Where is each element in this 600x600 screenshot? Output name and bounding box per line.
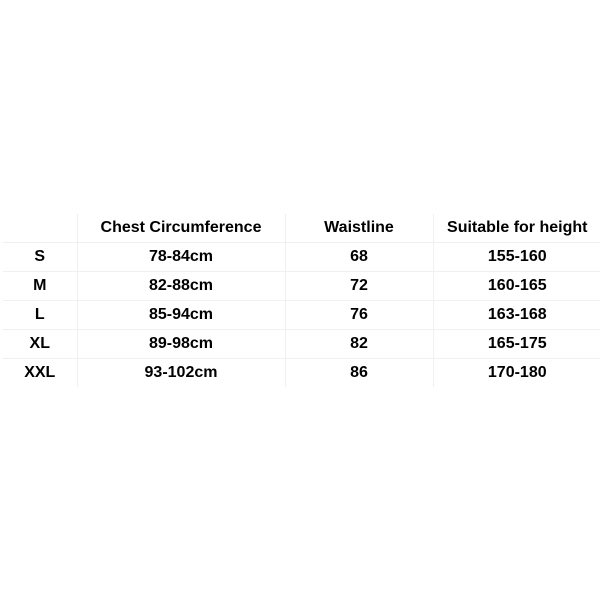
size-chart-table <box>3 214 600 387</box>
waist-cell: 82 <box>285 330 433 359</box>
height-cell: 155-160 <box>433 243 600 272</box>
chest-cell: 85-94cm <box>77 301 285 330</box>
table-row <box>3 301 600 330</box>
height-cell: 170-180 <box>487 364 547 381</box>
chest-cell: 89-98cm <box>77 330 285 359</box>
height-cell: 165-175 <box>433 330 600 359</box>
chest-cell: 93-102cm <box>77 359 285 388</box>
table-row <box>3 330 600 359</box>
waist-cell: 68 <box>285 243 433 272</box>
table-row <box>3 272 600 301</box>
size-cell: S <box>3 243 77 272</box>
header-chest-circumference: Chest Circumference <box>77 214 285 243</box>
table-row <box>3 359 600 388</box>
chest-cell: 82-88cm <box>77 272 285 301</box>
header-size <box>3 214 77 243</box>
size-cell: XL <box>3 330 77 359</box>
size-cell: M <box>3 272 77 301</box>
table-header-row <box>3 214 600 243</box>
height-cell: 163-168 <box>433 301 600 330</box>
size-cell: XXL <box>3 359 77 388</box>
chest-cell: 78-84cm <box>77 243 285 272</box>
waist-cell: 86 <box>285 359 433 388</box>
size-cell: L <box>3 301 77 330</box>
header-waistline: Waistline <box>285 214 433 243</box>
header-suitable-height: Suitable for height <box>433 214 600 243</box>
waist-cell: 72 <box>285 272 433 301</box>
height-cell: 160-165 <box>433 272 600 301</box>
waist-cell: 76 <box>285 301 433 330</box>
table-row <box>3 243 600 272</box>
